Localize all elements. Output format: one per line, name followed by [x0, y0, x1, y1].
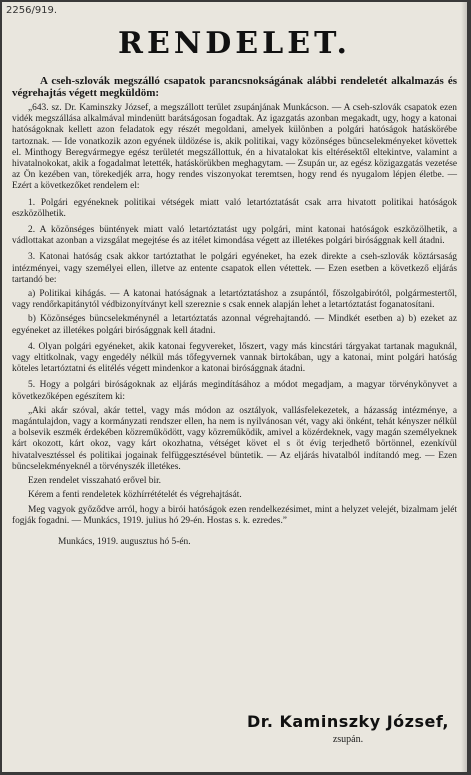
point-5: 5. Hogy a polgári biróságoknak az eljárás megindításához a módot megadjam, a magyar törvénykönyvet a következőképen egészítem ki: — [12, 380, 457, 402]
closing-note: Meg vagyok győződve arról, hogy a birói hatóságok ezen rendelkezésimet, mint a helyzet velejét, bizalmam jelét fogják fogadni. — Munkács, 1919. julius hó 29-én. Hostas s. k. ezredes.” — [12, 504, 457, 526]
date-line: Munkács, 1919. augusztus hó 5-én. — [58, 536, 191, 547]
document-body — [12, 103, 457, 527]
point-1: 1. Polgári egyéneknek politikai vétségek miatt való letartóztatását csak arra hivatott politikai hatóságok eszközölhetik. — [12, 197, 457, 219]
point-4: 4. Olyan polgári egyéneket, akik katonai fegyvereket, lőszert, vagy más kincstári tárgyakat tartanak maguknál, vagy eltitkolnak, vagy engedély nélkül más tőfegyvernek vannak birtokában, ugy a katonai, mint polgári hatóság köteles letartóztatni és elitélés végett mindenkor a katonai birósággnak átadni. — [12, 341, 457, 375]
decree-document — [2, 2, 467, 772]
page-edge-shadow — [461, 2, 467, 772]
point-3: 3. Katonai hatóság csak akkor tartóztathat le polgári egyéneket, ha ezek direkte a cseh-szlovák köztársaság intézményei, vagy személyei ellen, illetve az entente csapatok ellen vétettek. — Ezen esetben a következő eljárás tartandó be: — [12, 252, 457, 285]
intro-paragraph: „643. sz. Dr. Kaminszky József, a megszállott terület zsupánjának Munkácson. — A cseh-szlovák csapatok ezen vidék megszállása alkalmával mindenütt barátságosan fogadtak. Az igazgatás azonban megakadt, ugy, hogy a katonai hatóságoknak kellett azon feladatok egy részét megoldani, amelyek különben a polgári hatóságok hatáskörébe tartoznak. — Ide vonatkozik azon egyének üldözése is, akik politikai, vagy közönséges büncselekményeket követtek el. Minthogy Beregvármegye egész területét megszállottuk, én a hivatalokat kis eltérésektől eltekintve, valamint a hivatalnokokat, akik a fogadalmat letették, hatáskörükben meghagytam. — Zsupán ur, az egész közigazgatás vezetése az Ön kezében van, törekedjék arra, hogy rendes viszonyokat teremtsen, hogy rend és nyugalom lépjen életbe. — Ezért a következőket rendelem el: — [12, 103, 457, 192]
point-2: 2. A közönséges büntények miatt való letartóztatást ugy polgári, mint katonai hatóságok eszközölhetik, a vádlottakat azonban a vizsgálat megejtése és az itélet kimondása végett az illetékes polgári birósággnak kell átadni. — [12, 225, 457, 247]
signature-title: zsupán. — [332, 734, 364, 745]
document-number: 2256/919. — [6, 5, 58, 16]
signature-block — [247, 712, 449, 745]
signature-name: Dr. Kaminszky József, — [246, 712, 449, 731]
document-heading: A cseh-szlovák megszálló csapatok parancsnokságának alábbi rendeletét alkalmazás és végrehajtás végett megküldöm: — [12, 75, 457, 99]
law-amendment-quote: „Aki akár szóval, akár tettel, vagy más módon az osztályok, vallásfelekezetek, a házasság intézménye, a magántulajdon, vagy a kormányzati rendszer ellen, ha nem is nyilvánosan vét, vagy aki önként, tehát kényszer nélkül a bolsevik eszmék érdekében közreműködött, vagy közreműködik, amivel a közérdeknek, vagy magán személyeknek kárt okozott, kárt okoz, vagy kárt okozhatna, vétséget követ el s öt évig terjedhető börtönnel, ezenkívül hivatalvesztéssel és politikai jogainak felfüggesztésével büntetik. — Az eljárás hivatalból indítandó meg. — Ezen büncselekményeknél a törvényszék illetékes. — [12, 405, 457, 472]
point-3a: a) Politikai kihágás. — A katonai hatóságnak a letartóztatáshoz a zsupántól, főszolgabirótól, polgármestertől, vagy rendőrkapitánytól védbizonyítványt kell szereznie s csak ennek alapján lehet a letartóztatást foganatosítani. — [12, 289, 457, 311]
retroactive-note: Ezen rendelet visszaható erővel bir. — [28, 476, 162, 487]
document-title: RENDELET. — [118, 26, 351, 61]
point-3b: b) Közönséges büncselekménynél a letartóztatás azonnal végrehajtandó. — Mindkét esetben a) b) ezeket az egyéneket az illetékes polgári birósággnak kell átadni. — [12, 314, 457, 336]
request-note: Kérem a fenti rendeletek közhírrétételét és végrehajtását. — [28, 490, 242, 501]
